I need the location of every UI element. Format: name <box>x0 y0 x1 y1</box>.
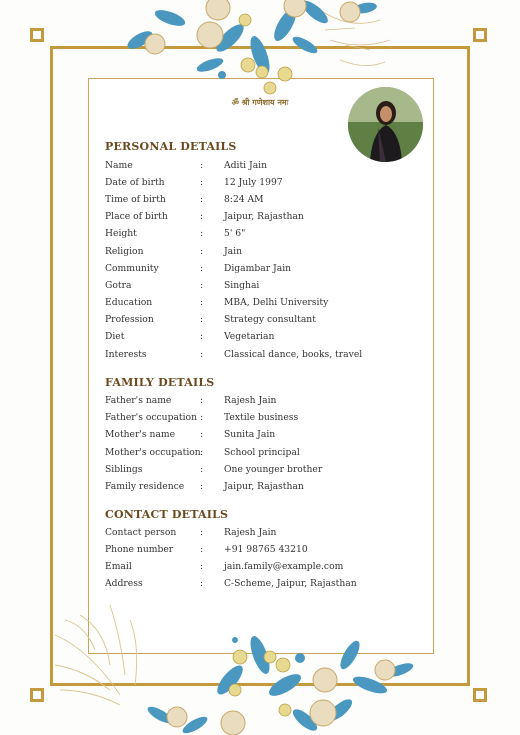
detail-colon: : <box>200 314 204 325</box>
detail-value: Rajesh Jain <box>224 395 277 406</box>
detail-colon: : <box>200 160 204 171</box>
detail-colon: : <box>200 578 204 589</box>
detail-colon: : <box>200 211 204 222</box>
detail-row <box>105 331 425 346</box>
frame-corner-bottom-right <box>473 688 487 702</box>
detail-colon: : <box>200 177 204 188</box>
detail-value: 5' 6" <box>224 228 246 239</box>
detail-value: Rajesh Jain <box>224 527 277 538</box>
invocation-text: ॐ श्री गणेशाय नमः <box>231 97 289 107</box>
detail-label: Community <box>105 263 159 274</box>
detail-value: School principal <box>224 447 300 458</box>
detail-label: Mother's name <box>105 429 176 440</box>
detail-row <box>105 527 425 542</box>
detail-row <box>105 395 425 410</box>
detail-row <box>105 447 425 462</box>
frame-corner-bottom-left <box>30 688 44 702</box>
detail-value: Classical dance, books, travel <box>224 349 363 360</box>
detail-label: Diet <box>105 331 125 342</box>
detail-label: Contact person <box>105 527 177 538</box>
detail-label: Address <box>105 578 143 589</box>
detail-value: One younger brother <box>224 464 323 475</box>
detail-colon: : <box>200 527 204 538</box>
detail-label: Phone number <box>105 544 174 555</box>
detail-label: Mother's occupation <box>105 447 201 458</box>
detail-colon: : <box>200 297 204 308</box>
detail-value: Digambar Jain <box>224 263 292 274</box>
detail-row <box>105 561 425 576</box>
detail-label: Father's occupation <box>105 412 198 423</box>
detail-value: Textile business <box>224 412 299 423</box>
detail-label: Religion <box>105 246 144 257</box>
detail-row <box>105 578 425 593</box>
detail-colon: : <box>200 481 204 492</box>
detail-label: Gotra <box>105 280 132 291</box>
detail-row <box>105 263 425 278</box>
detail-value: Vegetarian <box>224 331 275 342</box>
detail-row <box>105 246 425 261</box>
contact-details-heading: CONTACT DETAILS <box>105 508 229 521</box>
detail-colon: : <box>200 349 204 360</box>
detail-label: Name <box>105 160 133 171</box>
detail-label: Family residence <box>105 481 185 492</box>
detail-value: Sunita Jain <box>224 429 276 440</box>
detail-row <box>105 160 425 175</box>
bottom-floral-decoration <box>135 625 425 735</box>
detail-label: Height <box>105 228 137 239</box>
detail-row <box>105 481 425 496</box>
detail-label: Interests <box>105 349 147 360</box>
detail-row <box>105 412 425 427</box>
detail-row <box>105 349 425 364</box>
detail-colon: : <box>200 544 204 555</box>
detail-label: Profession <box>105 314 154 325</box>
detail-value: Strategy consultant <box>224 314 316 325</box>
phone-number-value: +91 98765 43210 <box>224 544 308 555</box>
detail-colon: : <box>200 464 204 475</box>
detail-colon: : <box>200 429 204 440</box>
detail-row <box>105 280 425 295</box>
detail-label: Date of birth <box>105 177 165 188</box>
detail-colon: : <box>200 228 204 239</box>
detail-value: C-Scheme, Jaipur, Rajasthan <box>224 578 357 589</box>
detail-value: 8:24 AM <box>224 194 264 205</box>
detail-row <box>105 228 425 243</box>
detail-label: Siblings <box>105 464 143 475</box>
detail-label: Email <box>105 561 132 572</box>
detail-row <box>105 194 425 209</box>
detail-colon: : <box>200 280 204 291</box>
family-details-heading: FAMILY DETAILS <box>105 376 215 389</box>
detail-value: 12 July 1997 <box>224 177 283 188</box>
detail-value: Jaipur, Rajasthan <box>224 481 304 492</box>
detail-colon: : <box>200 194 204 205</box>
detail-row <box>105 544 425 559</box>
detail-row <box>105 297 425 312</box>
detail-row <box>105 464 425 479</box>
detail-row <box>105 314 425 329</box>
detail-label: Father's name <box>105 395 172 406</box>
frame-corner-top-right <box>473 28 487 42</box>
detail-value: Singhai <box>224 280 260 291</box>
email-value: jain.family@example.com <box>224 561 344 572</box>
detail-colon: : <box>200 263 204 274</box>
personal-details-heading: PERSONAL DETAILS <box>105 140 237 153</box>
detail-row <box>105 211 425 226</box>
detail-row <box>105 177 425 192</box>
detail-colon: : <box>200 331 204 342</box>
detail-label: Education <box>105 297 153 308</box>
detail-colon: : <box>200 395 204 406</box>
detail-row <box>105 429 425 444</box>
detail-value: Jaipur, Rajasthan <box>224 211 304 222</box>
detail-value: Jain <box>224 246 243 257</box>
detail-value: Aditi Jain <box>224 160 268 171</box>
profile-photo <box>348 87 423 162</box>
detail-colon: : <box>200 246 204 257</box>
detail-colon: : <box>200 447 204 458</box>
detail-colon: : <box>200 561 204 572</box>
detail-label: Time of birth <box>105 194 166 205</box>
detail-colon: : <box>200 412 204 423</box>
detail-label: Place of birth <box>105 211 168 222</box>
detail-value: MBA, Delhi University <box>224 297 329 308</box>
frame-corner-top-left <box>30 28 44 42</box>
top-floral-decoration <box>110 0 400 100</box>
